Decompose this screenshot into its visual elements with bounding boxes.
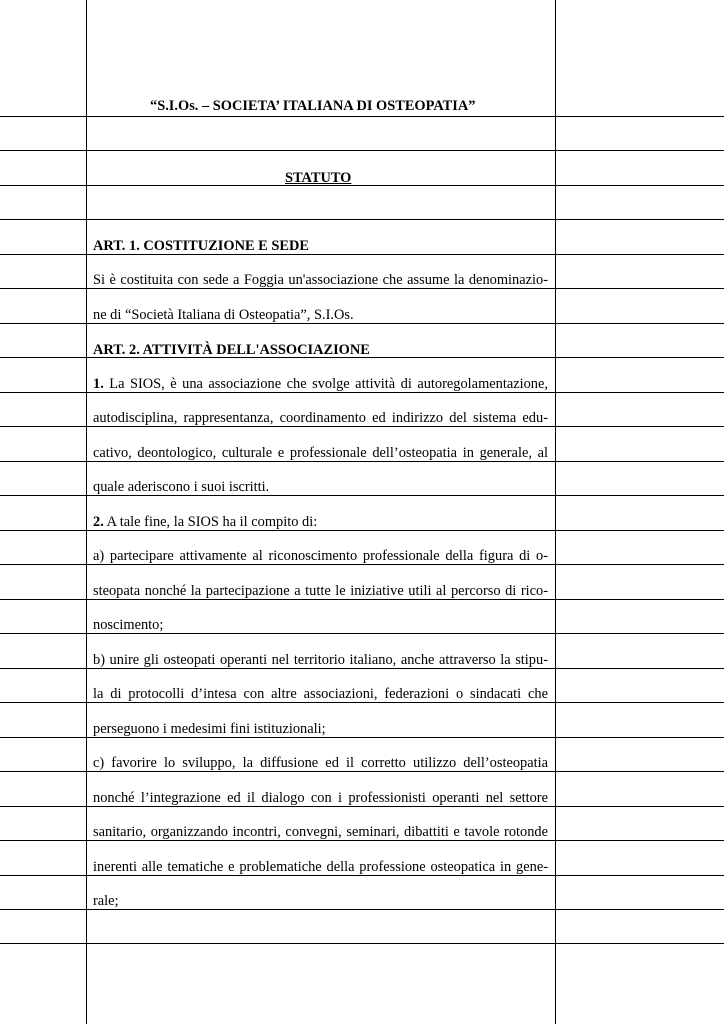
left-margin-line [86,0,87,1024]
art2-p2-number: 2. [93,514,104,530]
item-b-line: perseguono i medesimi fini istituzionali; [93,721,326,737]
art1-line: Si è costituita con sede a Foggia un'associazione che assume la denominazio- [93,272,548,288]
rule-line [0,219,724,220]
art2-p1-line [93,375,548,393]
association-name: “S.I.Os. – SOCIETA’ ITALIANA DI OSTEOPATIA” [150,98,476,114]
art1-heading: ART. 1. COSTITUZIONE E SEDE [93,238,309,254]
rule-line [0,150,724,151]
document-title: STATUTO [285,170,352,186]
rule-line [0,185,724,186]
rule-line [0,943,724,944]
art2-p1-line: quale aderiscono i suoi iscritti. [93,479,270,495]
item-b-line: b) unire gli osteopati operanti nel territorio italiano, anche attraverso la stipu- [93,652,548,668]
art2-heading: ART. 2. ATTIVITÀ DELL'ASSOCIAZIONE [93,342,370,358]
item-b-line: la di protocolli d’intesa con altre associazioni, federazioni o sindacati che [93,686,548,702]
item-a-line: a) partecipare attivamente al riconoscimento professionale della figura di o- [93,548,548,564]
item-c-line: c) favorire lo sviluppo, la diffusione ed il corretto utilizzo dell’osteopatia [93,755,548,771]
item-a-line: noscimento; [93,617,164,633]
item-c-line: sanitario, organizzando incontri, convegni, seminari, dibattiti e tavole rotonde [93,824,548,840]
art1-line: ne di “Società Italiana di Osteopatia”, S.I.Os. [93,307,354,323]
art2-p1-line: autodisciplina, rappresentanza, coordinamento ed indirizzo del sistema edu- [93,410,548,426]
art2-p1-text: La SIOS, è una associazione che svolge attività di autoregolamentazione, [103,376,548,392]
right-margin-line [555,0,556,1024]
art2-p2-intro: A tale fine, la SIOS ha il compito di: [103,514,318,530]
item-c-line: inerenti alle tematiche e problematiche della professione osteopatica in gene- [93,859,548,875]
art2-p2-line [93,513,548,531]
item-c-line: nonché l’integrazione ed il dialogo con i professionisti operanti nel settore [93,790,548,806]
art2-p1-line: cativo, deontologico, culturale e professionale dell’osteopatia in generale, al [93,445,548,461]
art2-p1-number: 1. [93,376,104,392]
rule-line [0,116,724,117]
item-a-line: steopata nonché la partecipazione a tutte le iniziative utili al percorso di rico- [93,583,548,599]
item-c-line: rale; [93,893,119,909]
